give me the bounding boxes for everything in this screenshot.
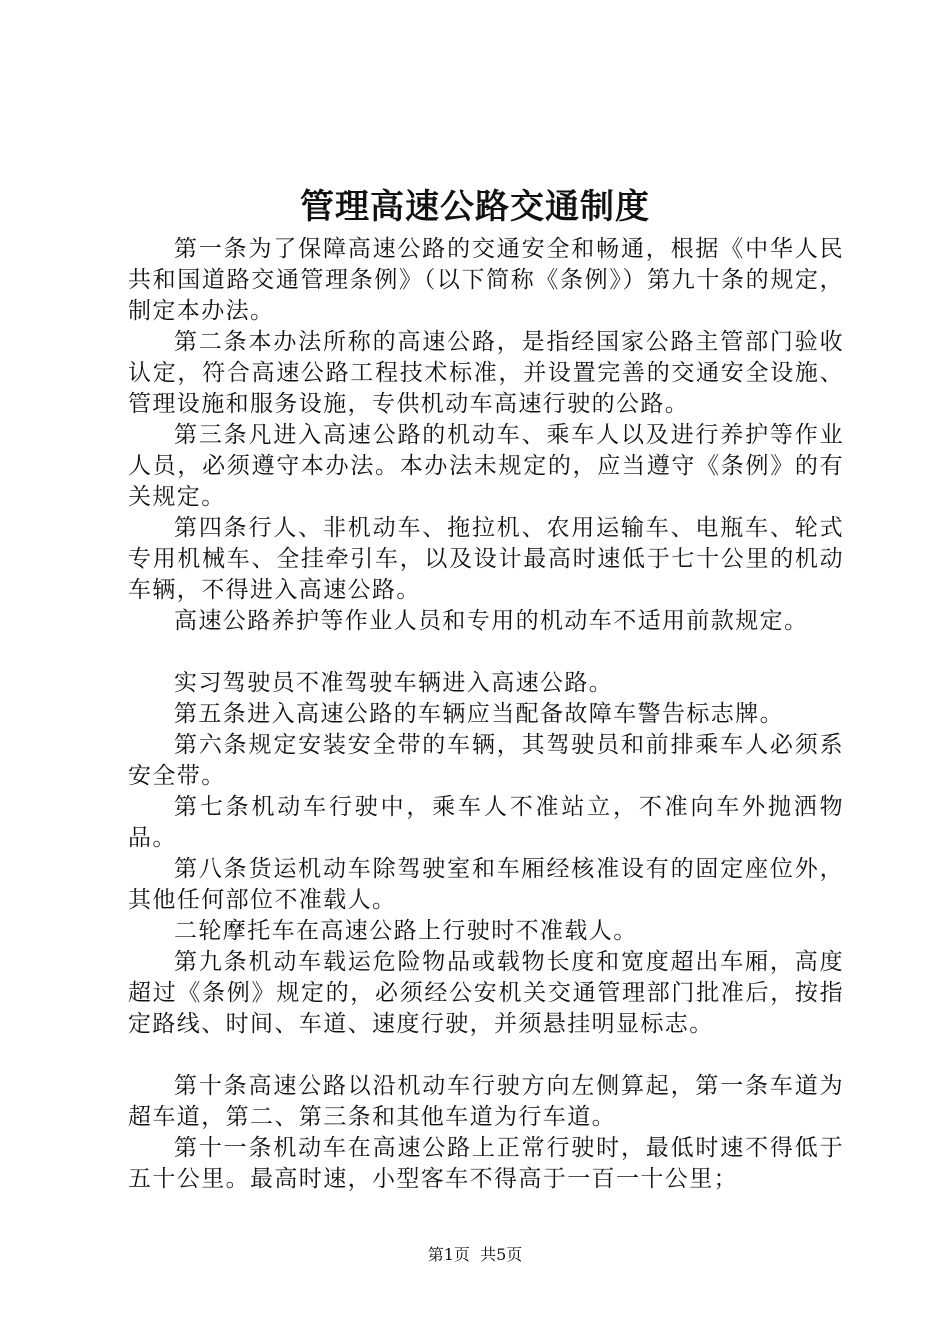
paragraph: 第十条高速公路以沿机动车行驶方向左侧算起，第一条车道为超车道，第二、第三条和其他车道为行车道。 xyxy=(128,1073,844,1130)
paragraph: 第九条机动车载运危险物品或载物长度和宽度超出车厢，高度超过《条例》规定的，必须经公安机关交通管理部门批准后，按指定路线、时间、车道、速度行驶，并须悬挂明显标志。 xyxy=(128,949,844,1037)
paragraph: 第二条本办法所称的高速公路，是指经国家公路主管部门验收认定，符合高速公路工程技术标准，并设置完善的交通安全设施、管理设施和服务设施，专供机动车高速行驶的公路。 xyxy=(128,329,844,417)
paragraph: 第八条货运机动车除驾驶室和车厢经核准设有的固定座位外，其他任何部位不准载人。 xyxy=(128,856,844,913)
paragraph: 第四条行人、非机动车、拖拉机、农用运输车、电瓶车、轮式专用机械车、全挂牵引车，以及设计最高时速低于七十公里的机动车辆，不得进入高速公路。 xyxy=(128,515,844,603)
page-number: 第1页 xyxy=(427,1245,470,1264)
paragraph: 实习驾驶员不准驾驶车辆进入高速公路。 xyxy=(174,670,614,696)
paragraph: 第一条为了保障高速公路的交通安全和畅通，根据《中华人民共和国道路交通管理条例》（以下简称《条例》）第九十条的规定，制定本办法。 xyxy=(128,236,844,324)
paragraph: 第六条规定安装安全带的车辆，其驾驶员和前排乘车人必须系安全带。 xyxy=(128,732,844,789)
paragraph: 二轮摩托车在高速公路上行驶时不准载人。 xyxy=(174,918,638,944)
paragraph: 第十一条机动车在高速公路上正常行驶时，最低时速不得低于五十公里。最高时速，小型客车不得高于一百一十公里； xyxy=(128,1135,844,1192)
paragraph-spacer xyxy=(128,1040,844,1071)
paragraph: 第五条进入高速公路的车辆应当配备故障车警告标志牌。 xyxy=(174,701,784,727)
document-body xyxy=(128,234,844,1195)
page-footer xyxy=(0,1243,950,1267)
paragraph: 第三条凡进入高速公路的机动车、乘车人以及进行养护等作业人员，必须遵守本办法。本办法未规定的，应当遵守《条例》的有关规定。 xyxy=(128,422,844,510)
page-total: 共5页 xyxy=(480,1245,523,1264)
paragraph-spacer xyxy=(128,637,844,668)
paragraph: 高速公路养护等作业人员和专用的机动车不适用前款规定。 xyxy=(174,608,809,634)
paragraph: 第七条机动车行驶中，乘车人不准站立，不准向车外抛洒物品。 xyxy=(128,794,844,851)
document-title: 管理高速公路交通制度 xyxy=(300,187,650,227)
